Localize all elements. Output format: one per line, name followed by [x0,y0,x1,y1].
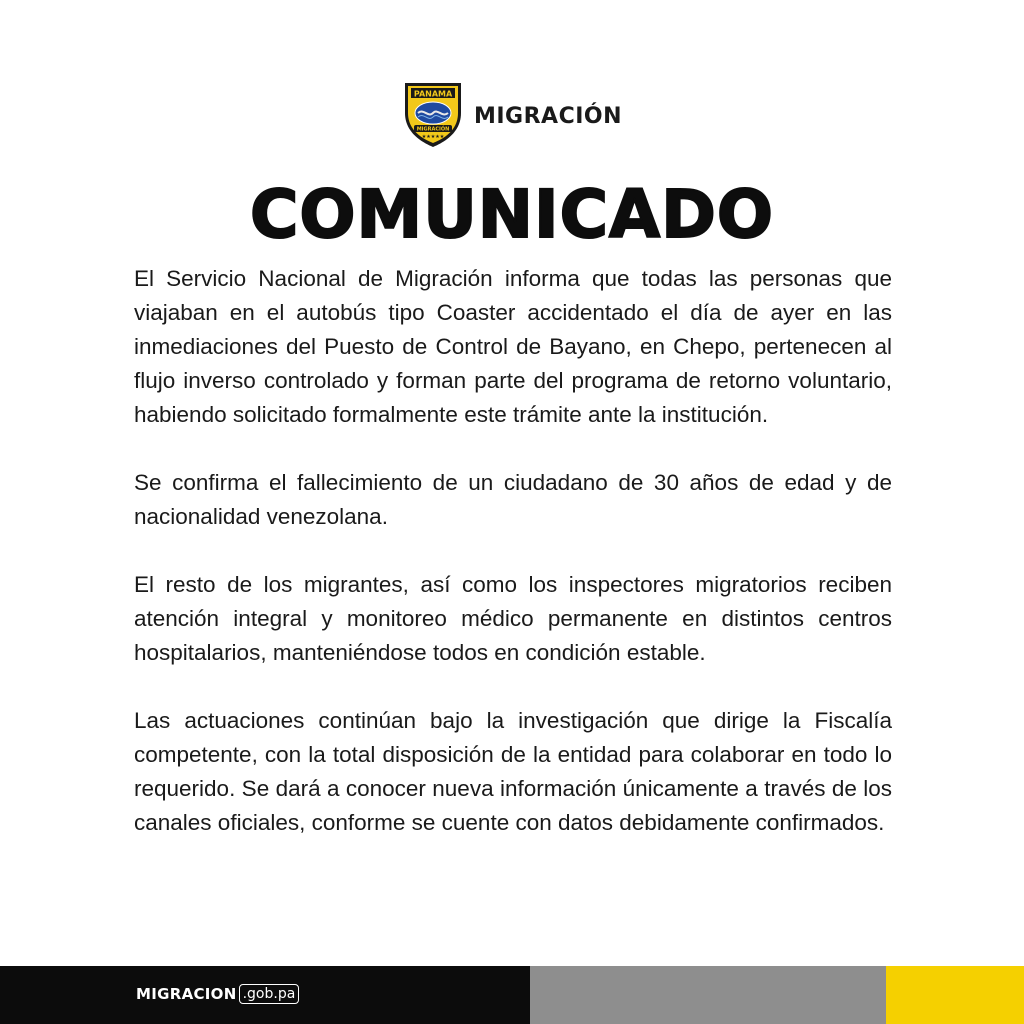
badge-stars: ★★★★★ [421,134,445,140]
badge-bottom-text: MIGRACIÓN [416,126,450,133]
paragraph: Las actuaciones continúan bajo la investigación que dirige la Fiscalía competente, con la total disposición de la entidad para colaborar en todo lo requerido. Se dará a conocer nueva información únicamente a través de los canales oficiales, conforme se cuente con datos debidamente confirmados. [134,708,892,835]
brand-name: MIGRACIÓN [473,103,623,129]
footer-bar [0,966,1024,1024]
header [0,78,1024,150]
badge-top-text: PANAMA [413,89,453,99]
footer-yellow-segment [886,966,1024,1024]
footer-gray-segment [530,966,886,1024]
footer-site-domain: .gob.pa [239,984,300,1004]
footer-website [136,984,299,1004]
panama-migracion-shield-icon [402,79,464,149]
page-title: COMUNICADO [249,176,774,253]
communique-body [134,262,892,840]
paragraph: El Servicio Nacional de Migración informa que todas las personas que viajaban en el autobús tipo Coaster accidentado el día de ayer en las inmediaciones del Puesto de Control de Bayano, en Chepo, pertenecen al flujo inverso controlado y forman parte del programa de retorno voluntario, habiendo solicitado formalmente este trámite ante la institución. [134,266,892,427]
footer-black-segment [0,966,530,1024]
paragraph: Se confirma el fallecimiento de un ciudadano de 30 años de edad y de nacionalidad venezolana. [134,470,892,529]
paragraph: El resto de los migrantes, así como los inspectores migratorios reciben atención integral y monitoreo médico permanente en distintos centros hospitalarios, manteniéndose todos en condición estable. [134,572,892,665]
footer-site-name: MIGRACION [136,985,237,1003]
